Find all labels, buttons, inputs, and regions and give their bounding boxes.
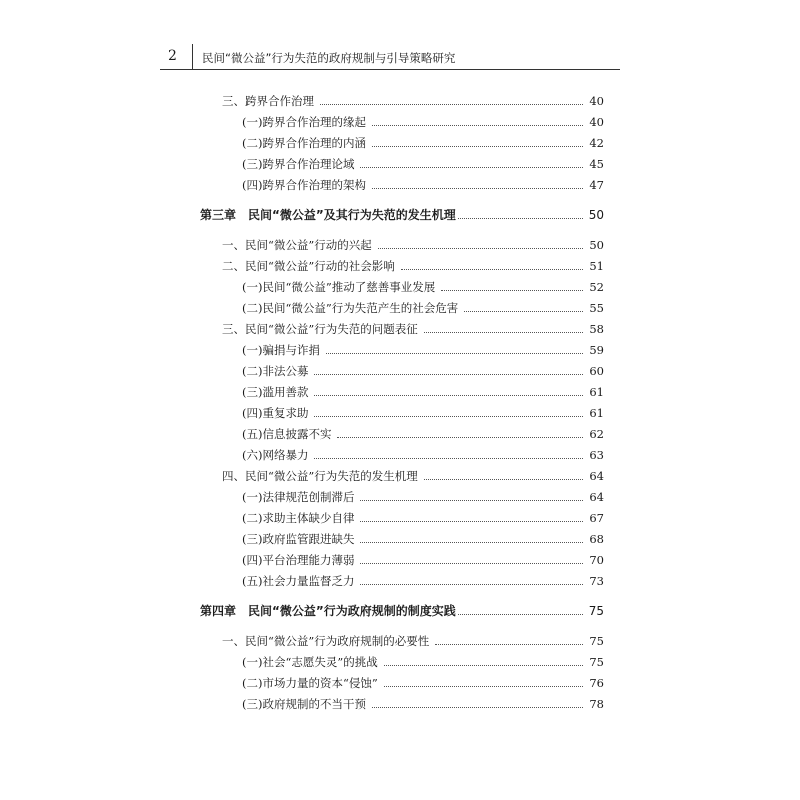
toc-entry-title: 一、民间“微公益”行动的兴起 xyxy=(222,238,372,252)
toc-entry-page: 75 xyxy=(588,604,604,618)
toc-subsection-entry xyxy=(242,421,604,441)
toc-entry-title: (三)滥用善款 xyxy=(242,385,309,399)
dot-leader xyxy=(458,218,583,219)
toc-entry-title: (一)跨界合作治理的缘起 xyxy=(242,115,366,129)
dot-leader xyxy=(314,395,583,396)
toc-subsection-entry xyxy=(242,172,604,192)
dot-leader xyxy=(372,146,583,147)
toc-entry-page: 61 xyxy=(589,406,604,420)
dot-leader xyxy=(372,188,583,189)
toc-entry-page: 76 xyxy=(589,676,604,690)
toc-subsection-entry xyxy=(242,526,604,546)
toc-chapter-entry xyxy=(200,598,604,618)
dot-leader xyxy=(314,416,583,417)
toc-entry-page: 47 xyxy=(589,178,604,192)
toc-entry-title: (四)跨界合作治理的架构 xyxy=(242,178,366,192)
toc-entry-page: 63 xyxy=(589,448,604,462)
toc-entry-title: 二、民间“微公益”行动的社会影响 xyxy=(222,259,395,273)
toc-entry-title: 三、跨界合作治理 xyxy=(222,94,314,108)
dot-leader xyxy=(337,437,583,438)
toc-entry-page: 50 xyxy=(588,208,604,222)
dot-leader xyxy=(326,353,583,354)
dot-leader xyxy=(372,125,583,126)
toc-entry-page: 61 xyxy=(589,385,604,399)
dot-leader xyxy=(458,614,583,615)
toc-section-entry xyxy=(222,628,604,648)
toc-entry-title: (三)政府监管跟进缺失 xyxy=(242,532,355,546)
toc-subsection-entry xyxy=(242,358,604,378)
toc-entry-page: 58 xyxy=(589,322,604,336)
dot-leader xyxy=(314,374,583,375)
toc-entry-page: 52 xyxy=(589,280,604,294)
toc-subsection-entry xyxy=(242,151,604,171)
toc-chapter-entry xyxy=(200,202,604,222)
toc-entry-title: (二)非法公募 xyxy=(242,364,309,378)
toc-subsection-entry xyxy=(242,109,604,129)
toc-entry-title: (一)骗捐与诈捐 xyxy=(242,343,320,357)
toc-entry-title: (三)政府规制的不当干预 xyxy=(242,697,366,711)
toc-entry-title: (三)跨界合作治理论域 xyxy=(242,157,355,171)
toc-entry-page: 40 xyxy=(589,115,604,129)
toc-entry-title: (四)重复求助 xyxy=(242,406,309,420)
toc-entry-title: 第三章 民间“微公益”及其行为失范的发生机理 xyxy=(200,208,456,222)
toc-section-entry xyxy=(222,463,604,483)
toc-entry-page: 64 xyxy=(589,469,604,483)
toc-section-entry xyxy=(222,316,604,336)
toc-subsection-entry xyxy=(242,568,604,588)
toc-entry-page: 78 xyxy=(589,697,604,711)
toc-entry-page: 64 xyxy=(589,490,604,504)
dot-leader xyxy=(384,665,584,666)
toc-subsection-entry xyxy=(242,379,604,399)
toc-section-entry xyxy=(222,253,604,273)
toc-entry-page: 45 xyxy=(589,157,604,171)
toc-subsection-entry xyxy=(242,442,604,462)
toc-subsection-entry xyxy=(242,274,604,294)
dot-leader xyxy=(360,521,583,522)
toc-subsection-entry xyxy=(242,337,604,357)
toc-entry-title: (一)民间“微公益”推动了慈善事业发展 xyxy=(242,280,436,294)
toc-subsection-entry xyxy=(242,400,604,420)
dot-leader xyxy=(464,311,583,312)
dot-leader xyxy=(360,563,583,564)
toc-entry-page: 40 xyxy=(589,94,604,108)
toc-section-entry xyxy=(222,88,604,108)
dot-leader xyxy=(320,104,583,105)
toc-entry-title: 四、民间“微公益”行为失范的发生机理 xyxy=(222,469,418,483)
toc-subsection-entry xyxy=(242,295,604,315)
toc-entry-title: (二)跨界合作治理的内涵 xyxy=(242,136,366,150)
toc-entry-page: 73 xyxy=(589,574,604,588)
toc-entry-title: (一)法律规范创制滞后 xyxy=(242,490,355,504)
dot-leader xyxy=(401,269,584,270)
toc-entry-title: (一)社会“志愿失灵”的挑战 xyxy=(242,655,378,669)
toc-entry-page: 60 xyxy=(589,364,604,378)
dot-leader xyxy=(314,458,583,459)
dot-leader xyxy=(378,248,584,249)
toc-entry-page: 70 xyxy=(589,553,604,567)
running-title: 民间“微公益”行为失范的政府规制与引导策略研究 xyxy=(202,51,456,65)
dot-leader xyxy=(360,500,583,501)
toc-subsection-entry xyxy=(242,649,604,669)
dot-leader xyxy=(435,644,583,645)
page-number: 2 xyxy=(168,48,177,64)
toc-entry-page: 62 xyxy=(589,427,604,441)
toc-subsection-entry xyxy=(242,691,604,711)
toc-entry-page: 51 xyxy=(589,259,604,273)
toc-section-entry xyxy=(222,232,604,252)
toc-entry-title: (五)信息披露不实 xyxy=(242,427,332,441)
toc-subsection-entry xyxy=(242,484,604,504)
toc-entry-page: 55 xyxy=(589,301,604,315)
toc-entry-title: (二)市场力量的资本“侵蚀” xyxy=(242,676,378,690)
toc-entry-page: 75 xyxy=(589,655,604,669)
toc-entry-title: (二)求助主体缺少自律 xyxy=(242,511,355,525)
dot-leader xyxy=(360,542,583,543)
dot-leader xyxy=(372,707,583,708)
toc-entry-page: 75 xyxy=(589,634,604,648)
toc-entry-page: 59 xyxy=(589,343,604,357)
dot-leader xyxy=(441,290,583,291)
toc-entry-title: (四)平台治理能力薄弱 xyxy=(242,553,355,567)
toc-entry-title: (五)社会力量监督乏力 xyxy=(242,574,355,588)
toc-entry-title: 三、民间“微公益”行为失范的问题表征 xyxy=(222,322,418,336)
toc-subsection-entry xyxy=(242,670,604,690)
dot-leader xyxy=(424,332,584,333)
toc-entry-page: 42 xyxy=(589,136,604,150)
toc-entry-title: 第四章 民间“微公益”行为政府规制的制度实践 xyxy=(200,604,456,618)
toc-entry-title: 一、民间“微公益”行为政府规制的必要性 xyxy=(222,634,430,648)
dot-leader xyxy=(360,167,583,168)
toc-entry-page: 50 xyxy=(589,238,604,252)
toc-entry-title: (六)网络暴力 xyxy=(242,448,309,462)
dot-leader xyxy=(424,479,584,480)
toc-subsection-entry xyxy=(242,130,604,150)
toc-subsection-entry xyxy=(242,547,604,567)
dot-leader xyxy=(360,584,583,585)
toc-entry-page: 68 xyxy=(589,532,604,546)
toc-entry-page: 67 xyxy=(589,511,604,525)
dot-leader xyxy=(384,686,584,687)
toc-subsection-entry xyxy=(242,505,604,525)
toc-entry-title: (二)民间“微公益”行为失范产生的社会危害 xyxy=(242,301,459,315)
